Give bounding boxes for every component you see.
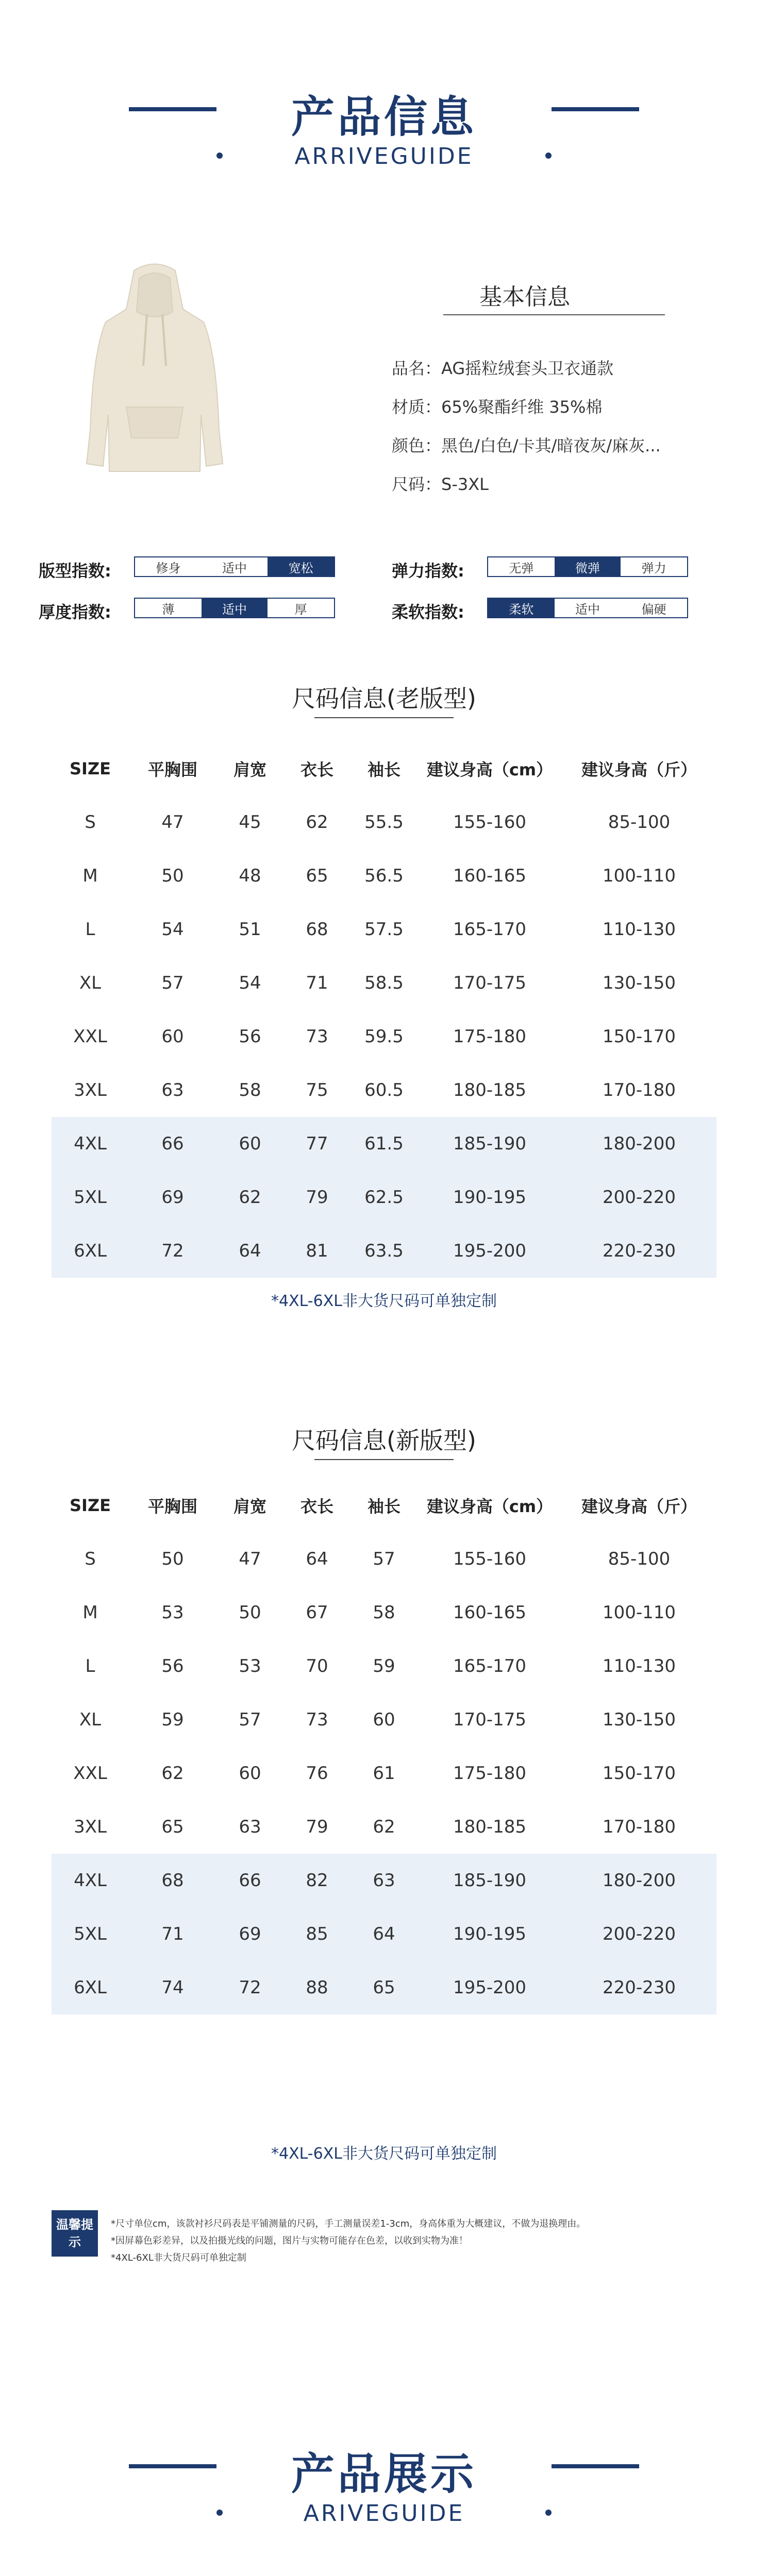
table-cell: 88	[306, 1977, 328, 1998]
table-cell: 185-190	[453, 1133, 527, 1154]
table-header-cell: 衣长	[300, 1497, 333, 1516]
table-cell: 69	[239, 1924, 261, 1944]
new-size-table-note: *4XL-6XL非大货尺码可单独定制	[271, 2145, 497, 2163]
table-cell: 60.5	[364, 1080, 404, 1100]
thickness-option: 厚	[294, 602, 307, 617]
table-cell: 45	[239, 812, 261, 833]
table-header-cell: 平胸围	[147, 1497, 197, 1516]
table-cell: M	[82, 1602, 98, 1623]
table-cell: 170-180	[602, 1817, 676, 1837]
old-size-table	[52, 742, 716, 1278]
old-size-table-note: *4XL-6XL非大货尺码可单独定制	[271, 1292, 497, 1310]
table-cell: 63	[373, 1870, 395, 1891]
table-cell: 47	[161, 812, 184, 833]
table-cell: 85	[306, 1924, 328, 1944]
table-header-cell: 建议身高（斤）	[581, 1497, 697, 1516]
table-cell: 180-185	[453, 1080, 527, 1100]
table-row	[52, 1693, 716, 1747]
table-row	[52, 1800, 716, 1854]
table-row	[52, 1907, 716, 1961]
table-row	[52, 1747, 716, 1800]
table-cell: 56	[161, 1656, 184, 1676]
fit-index-bar	[134, 556, 335, 577]
info-section-header	[0, 77, 768, 196]
table-cell: 180-185	[453, 1817, 527, 1837]
table-cell: 69	[161, 1187, 184, 1208]
table-cell: 57.5	[364, 919, 404, 940]
section-subtitle: ARRIVEGUIDE	[294, 143, 474, 170]
header-dot-right	[545, 2510, 552, 2516]
thickness-index-bar	[134, 598, 335, 618]
table-cell: 155-160	[453, 1549, 527, 1569]
table-cell: 48	[239, 866, 261, 886]
table-cell: 68	[306, 919, 328, 940]
table-cell: 67	[306, 1602, 328, 1623]
table-cell: 53	[161, 1602, 184, 1623]
table-cell: 62	[239, 1187, 261, 1208]
table-cell: 185-190	[453, 1870, 527, 1891]
table-cell: 79	[306, 1817, 328, 1837]
table-cell: 47	[239, 1549, 261, 1569]
table-cell: 175-180	[453, 1763, 527, 1784]
header-dot-right	[545, 152, 552, 159]
table-cell: 53	[239, 1656, 261, 1676]
table-cell: 62	[161, 1763, 184, 1784]
table-cell: 62	[306, 812, 328, 833]
table-cell: 175-180	[453, 1026, 527, 1047]
table-row	[52, 1586, 716, 1639]
table-cell: 50	[161, 866, 184, 886]
table-cell: 57	[161, 973, 184, 993]
table-cell: 190-195	[453, 1187, 527, 1208]
section-subtitle: ARIVEGUIDE	[303, 2500, 465, 2527]
fit-index-label: 版型指数:	[39, 561, 111, 581]
table-cell: 63	[161, 1080, 184, 1100]
table-cell: 62.5	[364, 1187, 404, 1208]
elastic-index-bar	[487, 556, 688, 577]
table-cell: 58	[239, 1080, 261, 1100]
table-row	[52, 1171, 716, 1224]
softness-option: 偏硬	[641, 602, 666, 617]
new-size-table-title: 尺码信息(新版型)	[292, 1427, 476, 1454]
table-cell: L	[85, 1656, 95, 1676]
table-cell: 82	[306, 1870, 328, 1891]
thickness-index-label: 厚度指数:	[39, 602, 111, 622]
table-cell: 50	[239, 1602, 261, 1623]
table-cell: 50	[161, 1549, 184, 1569]
table-cell: 77	[306, 1133, 328, 1154]
table-cell: 54	[239, 973, 261, 993]
table-cell: 62	[373, 1817, 395, 1837]
table-cell: S	[85, 812, 96, 833]
table-cell: 170-175	[453, 1709, 527, 1730]
table-cell: 59	[373, 1656, 395, 1676]
table-cell: 150-170	[602, 1763, 676, 1784]
table-cell: 54	[161, 919, 184, 940]
table-cell: L	[85, 919, 95, 940]
table-header-cell: 肩宽	[233, 760, 266, 779]
table-cell: 61.5	[364, 1133, 404, 1154]
table-cell: 57	[239, 1709, 261, 1730]
table-cell: 195-200	[453, 1241, 527, 1261]
table-cell: 150-170	[602, 1026, 676, 1047]
fit-option: 修身	[156, 561, 181, 575]
table-cell: 65	[306, 866, 328, 886]
softness-index-label: 柔软指数:	[392, 602, 464, 622]
table-cell: 55.5	[364, 812, 404, 833]
basic-row-size: 尺码：S-3XL	[392, 474, 489, 494]
elastic-index-label: 弹力指数:	[392, 561, 464, 581]
table-cell: 64	[306, 1549, 328, 1569]
basic-info-heading: 基本信息	[479, 284, 570, 310]
table-cell: 110-130	[602, 1656, 676, 1676]
table-cell: 200-220	[602, 1924, 676, 1944]
old-size-table-title: 尺码信息(老版型)	[292, 685, 476, 713]
table-cell: 63	[239, 1817, 261, 1837]
softness-option-active: 柔软	[488, 599, 555, 617]
table-cell: 60	[161, 1026, 184, 1047]
basic-info-divider	[443, 314, 665, 315]
table-cell: 59.5	[364, 1026, 404, 1047]
table-row	[52, 1224, 716, 1278]
table-row	[52, 1854, 716, 1907]
table-cell: 155-160	[453, 812, 527, 833]
table-row	[52, 1961, 716, 2014]
table-cell: 58	[373, 1602, 395, 1623]
table-cell: 3XL	[74, 1817, 107, 1837]
table-cell: 64	[373, 1924, 395, 1944]
basic-row-color: 颜色：黑色/白色/卡其/暗夜灰/麻灰...	[392, 436, 661, 455]
elastic-option: 无弹	[509, 561, 534, 575]
table-cell: 56	[239, 1026, 261, 1047]
table-cell: 180-200	[602, 1133, 676, 1154]
table-cell: 165-170	[453, 1656, 527, 1676]
table-cell: 59	[161, 1709, 184, 1730]
table-header-row	[52, 1479, 716, 1532]
table-cell: 165-170	[453, 919, 527, 940]
table-cell: 60	[239, 1133, 261, 1154]
table-cell: 65	[373, 1977, 395, 1998]
table-cell: 58.5	[364, 973, 404, 993]
table-cell: 195-200	[453, 1977, 527, 1998]
table-cell: 160-165	[453, 1602, 527, 1623]
table-header-row	[52, 742, 716, 795]
table-cell: XL	[79, 973, 102, 993]
table-cell: 4XL	[74, 1133, 107, 1154]
table-cell: 75	[306, 1080, 328, 1100]
table-cell: 3XL	[74, 1080, 107, 1100]
table-header-cell: SIZE	[69, 759, 111, 778]
table-cell: 5XL	[74, 1187, 107, 1208]
table-row	[52, 849, 716, 903]
table-cell: 85-100	[608, 812, 671, 833]
table-row	[52, 1117, 716, 1171]
softness-index-bar	[487, 598, 688, 618]
table-header-cell: 平胸围	[147, 760, 197, 779]
table-cell: 85-100	[608, 1549, 671, 1569]
table-cell: XXL	[73, 1763, 107, 1784]
table-cell: 74	[161, 1977, 184, 1998]
table-header-cell: SIZE	[69, 1496, 111, 1515]
table-cell: 5XL	[74, 1924, 107, 1944]
table-cell: 130-150	[602, 1709, 676, 1730]
table-cell: 61	[373, 1763, 395, 1784]
tip-line: *因屏幕色彩差异，以及拍摄光线的问题，图片与实物可能存在色差，以收到实物为准！	[111, 2235, 468, 2246]
table-header-cell: 衣长	[300, 760, 333, 779]
table-row	[52, 1639, 716, 1693]
table-cell: 70	[306, 1656, 328, 1676]
tip-box: 温馨提示	[52, 2210, 98, 2257]
old-size-table-title-line	[314, 717, 454, 718]
table-cell: 71	[161, 1924, 184, 1944]
softness-option: 适中	[575, 602, 600, 617]
basic-row-material: 材质：65%聚酯纤维 35%棉	[392, 397, 603, 417]
table-cell: 180-200	[602, 1870, 676, 1891]
table-header-cell: 建议身高（斤）	[581, 760, 697, 779]
table-cell: 220-230	[602, 1977, 676, 1998]
table-cell: 170-175	[453, 973, 527, 993]
table-cell: 160-165	[453, 866, 527, 886]
table-cell: 65	[161, 1817, 184, 1837]
table-row	[52, 1063, 716, 1117]
table-header-cell: 建议身高（cm）	[426, 1497, 553, 1516]
table-header-cell: 袖长	[367, 760, 400, 779]
table-cell: 63.5	[364, 1241, 404, 1261]
table-cell: 71	[306, 973, 328, 993]
header-bar-right	[552, 107, 639, 111]
section-title: 产品展示	[291, 2449, 477, 2499]
table-cell: 110-130	[602, 919, 676, 940]
table-cell: XXL	[73, 1026, 107, 1047]
table-cell: 100-110	[602, 1602, 676, 1623]
new-size-table-title-line	[314, 1459, 454, 1460]
table-cell: 66	[239, 1870, 261, 1891]
table-cell: 72	[161, 1241, 184, 1261]
thickness-option-active: 适中	[202, 599, 268, 617]
table-cell: 190-195	[453, 1924, 527, 1944]
table-cell: 72	[239, 1977, 261, 1998]
hoodie-beige-image	[77, 260, 232, 487]
table-header-cell: 袖长	[367, 1497, 400, 1516]
table-cell: 6XL	[74, 1977, 107, 1998]
table-cell: 81	[306, 1241, 328, 1261]
table-cell: 73	[306, 1026, 328, 1047]
table-row	[52, 903, 716, 956]
table-cell: 220-230	[602, 1241, 676, 1261]
header-bar-right	[552, 2464, 639, 2468]
table-cell: 57	[373, 1549, 395, 1569]
table-cell: 200-220	[602, 1187, 676, 1208]
table-row	[52, 1532, 716, 1586]
table-cell: 68	[161, 1870, 184, 1891]
table-cell: 100-110	[602, 866, 676, 886]
table-cell: 4XL	[74, 1870, 107, 1891]
table-cell: 6XL	[74, 1241, 107, 1261]
basic-row-name: 品名：AG摇粒绒套头卫衣通款	[392, 359, 614, 378]
tip-line: *尺寸单位cm，该款衬衫尺码表是平铺测量的尺码，手工测量误差1-3cm，身高体重为大概建议，不做为退换理由。	[111, 2218, 586, 2229]
table-cell: 66	[161, 1133, 184, 1154]
table-cell: M	[82, 866, 98, 886]
table-cell: 170-180	[602, 1080, 676, 1100]
table-cell: 64	[239, 1241, 261, 1261]
table-cell: 60	[373, 1709, 395, 1730]
fit-option: 适中	[222, 561, 247, 575]
table-cell: 56.5	[364, 866, 404, 886]
table-cell: 76	[306, 1763, 328, 1784]
table-cell: 130-150	[602, 973, 676, 993]
tip-line: *4XL-6XL非大货尺码可单独定制	[111, 2252, 246, 2263]
elastic-option-active: 微弹	[555, 557, 621, 576]
table-cell: XL	[79, 1709, 102, 1730]
table-cell: S	[85, 1549, 96, 1569]
thickness-option: 薄	[162, 602, 175, 617]
table-row	[52, 795, 716, 849]
fit-option-active: 宽松	[268, 557, 334, 576]
table-row	[52, 1010, 716, 1063]
elastic-option: 弹力	[641, 561, 666, 575]
new-size-table	[52, 1479, 716, 2014]
table-header-cell: 建议身高（cm）	[426, 760, 553, 779]
table-header-cell: 肩宽	[233, 1497, 266, 1516]
section-title: 产品信息	[291, 92, 477, 142]
table-cell: 51	[239, 919, 261, 940]
table-cell: 79	[306, 1187, 328, 1208]
display-section-header	[0, 2434, 768, 2553]
table-cell: 73	[306, 1709, 328, 1730]
table-cell: 60	[239, 1763, 261, 1784]
table-row	[52, 956, 716, 1010]
